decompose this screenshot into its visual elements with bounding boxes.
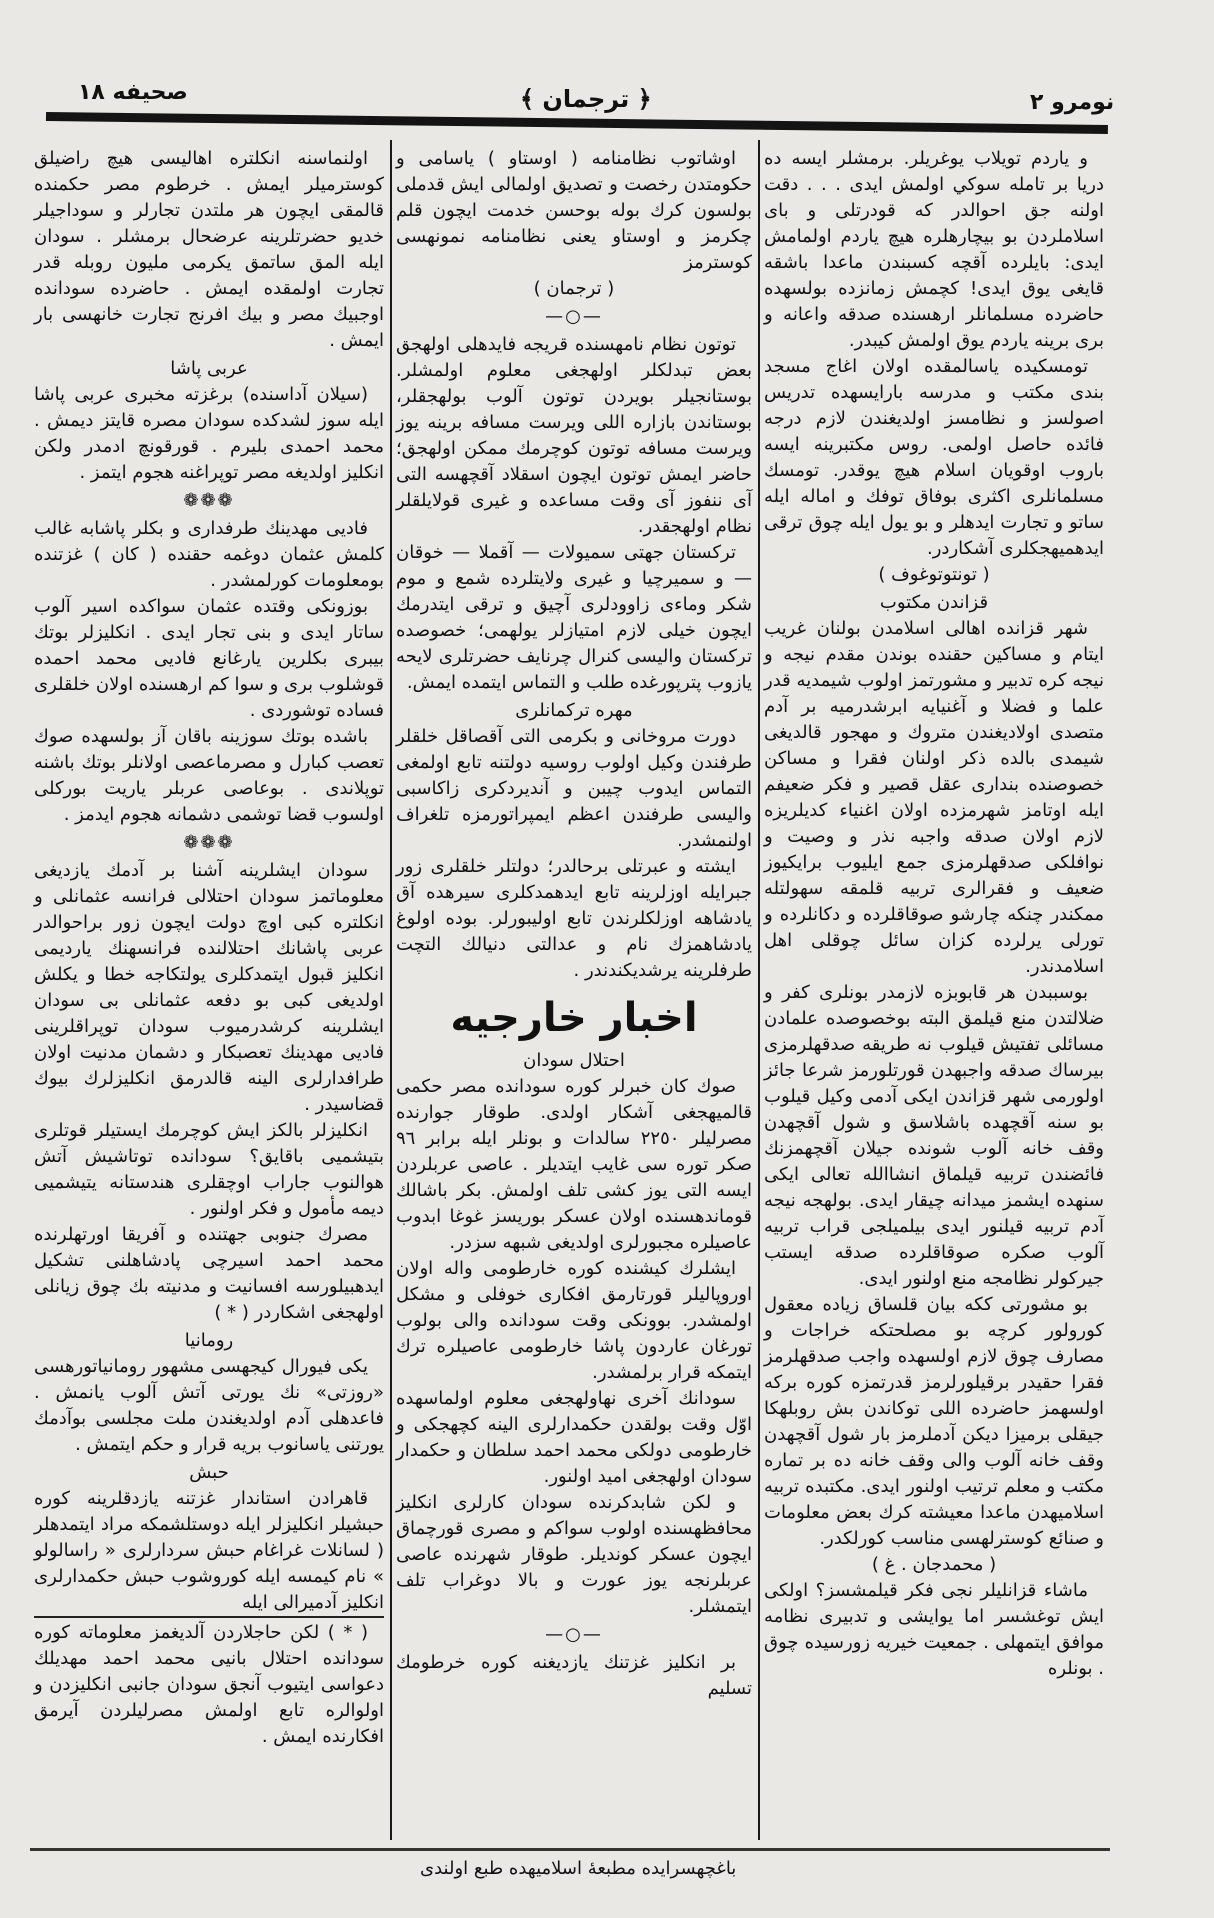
paragraph: اولنماسنه انکلتره اهالیسی هیچ راضیلق کوسترمیلر ایمش . خرطوم مصر حکمنده قالمقی ایچون هر ملتدن تجارلر و سوداجیلر خدیو حضرتلرینه عرضحال برمشلر . سودان ایله المق ساتمق یکرمی ملیون روبله قدر تجارت اولمقده ایمش . حاضرده سودانده اوجبیك مصر و بیك افرنج تجارت خانهسی بار ایمش . — [34, 148, 384, 351]
issue-number: نومرو ٢ — [1030, 90, 1115, 115]
paragraph: سودانك آخری نهاولهجغی معلوم اولماسهده اوّل وقت بولقدن حکمدارلری الینه کچهجکی و خارطومی دولکی محمد احمد سلطان و حکمدار سودان اولهجغی امید اولنور. — [396, 1388, 752, 1487]
paragraph: (سیلان آداسنده) برغزته مخبری عربی پاشا ایله سوز لشدکده سودان مصره قایتز دیمش . محمد احمدی بلیرم . قورقونچ ادمدر ولکن انکلیز اولدیغه مصر توپراغنه هجوم ایتمز . — [34, 384, 384, 483]
foreign-news-title: اخبار خارجیه — [450, 995, 698, 1041]
left-column — [34, 146, 384, 1750]
paragraph: بوسببدن هر قابوبزه لازمدر بونلری کفر و ضلالتدن منع قیلمق البته بوخصوصده علمادن مسائلی تفتیش قیلوب نه طریقه صدقهلرمزی بیرساك صدقه واجبهدن قورتلورمز شرعا جائز اولورمی شهر قزاندن ایکی آدمی وکیل قیلوب بو سنه آقچهده باشلاسق و شول آقچهدن وقف خانه آلوب شونده جیلان آقچهمزنك فائضندن تربیه قیلماق انشاالله تعالی ایکی سنهده ایشمز میدانه چیقار ایدی. بولهجه نیجه آدم تربیه قیلنور ایدی بیلمیلجی قراب تربیه آلوب صکره صوقاقلرده صدقه ایستب جیرکولر نظامجه منع اولنور ایدی. — [764, 982, 1104, 1289]
footer-rule — [30, 1848, 1110, 1851]
section-heading: رومانیا — [184, 1330, 234, 1351]
page-number: صحيفه ١٨ — [78, 80, 188, 105]
signature: ( تونتوتوغوف ) — [878, 564, 990, 585]
paragraph: ترکستان جهتی سمیولات — آقملا — خوقان — و سمیرچیا و غیری ولایتلرده شمع و موم شکر وماءی زاوودلری آچیق و ترقی ایتدرمك ایچون خیلی لازم امتیازلر یولهمی؛ خصوصده ترکستان والیسی کنرال چرنایف حضرتلری لایحه یازوب پترپورغده طلب و التماس ایتمده ایمش. — [396, 542, 752, 693]
signature: ( محمدجان . غ ) — [871, 1554, 997, 1575]
paragraph: بوزونکی وقتده عثمان سواکده اسیر آلوب ساتار ایدی و بنی تجار ایدی . انکلیزلر بوتك بیبری بکلرین یارغانع فادیی محمد احمده قوشلوب بری و سوا کم ارهسنده اولان خلقلری فساده توشوردی . — [34, 596, 384, 721]
paragraph: و یاردم تویلاب یوغریلر. برمشلر ایسه ده دریا بر تامله سوکي اولمش ایدی . . . دقت اولنه جق احوالدر که قودرتلی و بای اسلاملردن بو بیچارهلره هیچ یاردم اولمامش ایدی: بایلرده آقچه کسبندن ماعدا باشقه قایغی یوق ایدی! کچمش زمانزده بولسهده حاضرده مسلمانلر ارهسنده صدقه واعانه و بری برینه یاردم یوق اولمش کیبدر. — [764, 148, 1104, 351]
paragraph: توتون نظام نامهسنده قریجه فایدهلی اولهجق بعض تبدلکلر اولهجغی معلوم اولمشلر. بوستانجیلر بویردن توتون آلوب بولهجقلر، بوستاندن بازاره اللی ویرست مسافه برینه یوز ویرست مسافه توتون کوچرمك ممکن اولهجق؛ حاضر ایمش توتون ایچون اسقلاد آقچهسه التی آی ننفوز آی وقت مساعده و غیری قولایلقلر نظام اولهجقدر. — [396, 334, 752, 537]
signature: ( ترجمان ) — [533, 278, 615, 299]
paragraph: ماشاء قزانلیلر نجی فکر قیلمشسز؟ اولکی ایش توغشسر اما یوایشی و تدبیری نظامه موافق ایتمهلی . جمعیت خیریه زورسیده چوق . بونلره — [764, 1580, 1104, 1679]
separator: —○— — [545, 306, 603, 327]
paragraph: یکی فیورال کیجهسی مشهور رومانیاتورهسی «روزتی» نك یورتی آتش آلوب یانمش . فاعدهلی آدم اولدیغندن ملت مجلسی بوآدمك یورتنی یاسانوب بریه قرار و حکم ایتمش . — [34, 1356, 384, 1455]
paragraph: ایشلرك کیشنده کوره خارطومی واله اولان اوروپالیلر قورتارمق افکاری خوفلی و مشکل اولمشدر. بوونکی وقت سودانده والی بولوب تورغان عاردون پاشا خارطومی عاصیلره ترك ایتمکه قرار برلمشدر. — [396, 1258, 752, 1383]
paragraph: و لکن شابدکرنده سودان کارلری انکلیز محافظهسنده اولوب سواکم و مصری قورچماق ایچون عسکر کوندیلر. طوقار شهرنده عاصی عربلرنجه یوز عورت و بالا دوغراب تلف ایتمشلر. — [396, 1492, 752, 1617]
section-heading: حبش — [189, 1462, 229, 1483]
paragraph: دورت مروخانی و بکرمی التی آقصاقل خلقلر طرفندن وکیل اولوب روسیه دولتنه تابع اولمغی التماس ایدوب چیبن و آندیردکری زاکاسبی والیسی طرفندن اعظم ایمپراتورمزه تلغراف اولنمشدر. — [396, 726, 752, 851]
paragraph: بر انکلیز غزتنك یازدیغنه کوره خرطومك تسلیم — [396, 1652, 752, 1699]
separator: ❁❁❁ — [183, 832, 235, 853]
section-heading: قزاندن مکتوب — [879, 592, 989, 613]
paragraph: صوك کان خبرلر کوره سودانده مصر حکمی قالمیهجغی آشکار اولدی. طوقار جوارنده مصرلیلر ٢٢٥٠ سالدات و بونلر ایله برابر ٩٦ صکر توره سی غایب ایتدیلر . عاصی عربلردن ایسه التی یوز کشی تلف اولمش. بکر باشالك قوماندهسنده اولان عسکر بوریسز غوغا ابدوب عاصیلره مجبورلری اولدیغی شبهه سزدر. — [396, 1076, 752, 1253]
paragraph: مصرك جنوبی جهتنده و آفریقا اورتهلرنده محمد احمد اسیرچی پادشاهلنی تشکیل ایدهبیلورسه افسانیت و مدنیته بك چوق زیانلی اولهجغی اشکاردر ( * ) — [34, 1224, 384, 1323]
paragraph: انکلیزلر بالکز ایش کوچرمك ایستیلر قوتلری بتیشمیی باقایق؟ سودانده توتاشیش آتش هوالنوب جاراب اوچقلری هندستانه یتیشمیی دیمه مأمول و فکر اولنور . — [34, 1120, 384, 1219]
section-heading: مهره ترکمانلری — [515, 700, 633, 721]
paragraph: اوشاتوب نظامنامه ( اوستاو ) یاسامی و حکومتدن رخصت و تصدیق اولمالی ایش قدملی بولسون کرك بوله بوحسن خدمت ایچون قلم چکرمز و اوستاو یعنی نظامنامه نمونهسی کوسترمز — [396, 148, 752, 273]
paragraph: ایشته و عبرتلی برحالدر؛ دولتلر خلقلری زور جبرایله اوزلرینه تابع ایدهمدکلری سیرهده آق یادشاهه اوزلکلرندن تابع اولیبورلر. بوده اولوغ یادشاهمزك نام و عدالتی دنیالك التچت طرفلرینه یرشدیکندندر . — [396, 856, 752, 981]
paragraph: قاهرادن استاندار غزتنه یازدقلرینه کوره حبشیلر انکلیزلر ایله دوستلشمکه مراد ایتمدهلر ( لسانلات غراغام حبش سردارلری « راسالولو » نام کیمسه ایله کوروشوب حبش حکمدارلری انکلیز آدمیرالی ایله — [34, 1488, 384, 1613]
column-divider — [758, 140, 760, 1840]
footnote: ( * ) لکن حاجلاردن آلدیغمز معلوماته کوره سودانده احتلال بانیی محمد احمد مهدیلك دعواسی ایتیوب آنجق سودان جانبی انکلیزدن و اولوالره تابع اولمش مصرلیلردن آیرمق افکارنده ایمش . — [34, 1616, 384, 1750]
paragraph: باشده بوتك سوزینه باقان آز بولسهده صوك تعصب کبارل و مصرماعصی اولانلر بوتك باشنه توپلاندی . بوعاصی عربلر یاریت بورکلی اولسوب قضا توشمی دشمانه هجوم ایدمز . — [34, 726, 384, 825]
paragraph: شهر قزانده اهالی اسلامدن بولنان غریب ایتام و مساکین حقنده بوندن مقدم نیجه و نیجه کره تدبیر و مشورتمز اولوب شیمدیه قدر علما و فضلا و آغنیایه ابرشدرمیه بر آدم متصدی اولادیغندن متروك و مهجور قالدیغی شیمدی بالده ذکر اولنان فقرا و مساکن خصوصنده بنداری عقل قصیر و فکر ضعیفم ایله اوتامز شهرمزده اولان اغنیاء کدیلریزه لازم اولان صدقه واجبه نذر و وصیت و نوافلکی صدقهلرمزی جمع ایلیوب برایکیوز ضعیف و فقرالری تربیه قلمقه سهولتله ممکندر چنکه چارشو صوقاقلرده و دکانلرده و تورلی یرلرده کزان سائل چوقلی اهل اسلامدندر. — [764, 618, 1104, 977]
section-heading: احتلال سودان — [523, 1050, 625, 1071]
separator: —○— — [545, 1624, 603, 1645]
right-column — [764, 146, 1104, 1682]
column-divider — [390, 140, 392, 1840]
printer-imprint: باغچهسرایده مطبعهٔ اسلامیهده طبع اولندی — [420, 1858, 737, 1879]
paragraph: سودان ایشلرینه آشنا بر آدمك یازدیغی معلوماتمز سودان احتلالی فرانسه عثمانلی و انکلتره کبی اوچ دولت ایچون زور براحوالدر عربی پاشانك احتلالنده فرانسهنك یاردیمی انکلیز قبول ایتمدکلری یولتکاجه خطا و یکلش اولدیغی کبی بو دفعه عثمانلی بی سودان ایشلرینه کرشدرمیوب سودان توپراقلرینی فادیی مهدینك تعصبکار و دشمان مدنیت اولان طرافدارلری الینه قالدرمق انکلیزلرك بیوك قضاسیدر . — [34, 860, 384, 1115]
header-rule — [46, 112, 1108, 134]
middle-column — [396, 146, 752, 1702]
paragraph: تومسکیده یاسالمقده اولان اغاج مسجد بندی مکتب و مدرسه بارایسهده تدریس اصولسز و نظامسز اولدیغندن لازم درجه فائده حاصل اولمی. روس مکتبرینه ایسه باروب اوقویان اسلام هیچ یوقدر. تومسك مسلمانلری اکثری بوفاق توفك و اماله ایله ساتو و تجارت ایدهلر و بو یول ایله چوق ترقی ایدهمیهجکلری آشکاردر. — [764, 356, 1104, 559]
paragraph: بو مشورتی ککه بیان قلساق زیاده معقول کورولور کرچه بو مصلحتکه خراجات و مصارف چوق لازم اولسهده واجب صدقهلرمز فقرا حقیدر برقیلورلرمز قدرتمزه کوره برکه اولسهمز حاضرده اللی توکاندن بش روبلهکا جیقلی برمیزا دیکن آدملرمز بار شول آقچهدن وقف خانه آلوب والی وقف خانه ده بر تماره مکتب و معلم ترتیب اولنور ایدی. مکتبده تربیه اسلامیهدن ماعدا معیشته کرك بعض معلومات و صنائع کوسترلهسی مناسب کورلکدر. — [764, 1294, 1104, 1549]
paragraph: فادیی مهدینك طرفداری و بکلر پاشابه غالب کلمش عثمان دوغمه حقنده ( کان ) غزتنده بومعلومات کورلمشدر . — [34, 518, 384, 591]
newspaper-masthead: ﴿ ترجمان ﴾ — [520, 85, 652, 113]
section-heading: عربی پاشا — [170, 358, 248, 379]
separator: ❁❁❁ — [183, 490, 235, 511]
